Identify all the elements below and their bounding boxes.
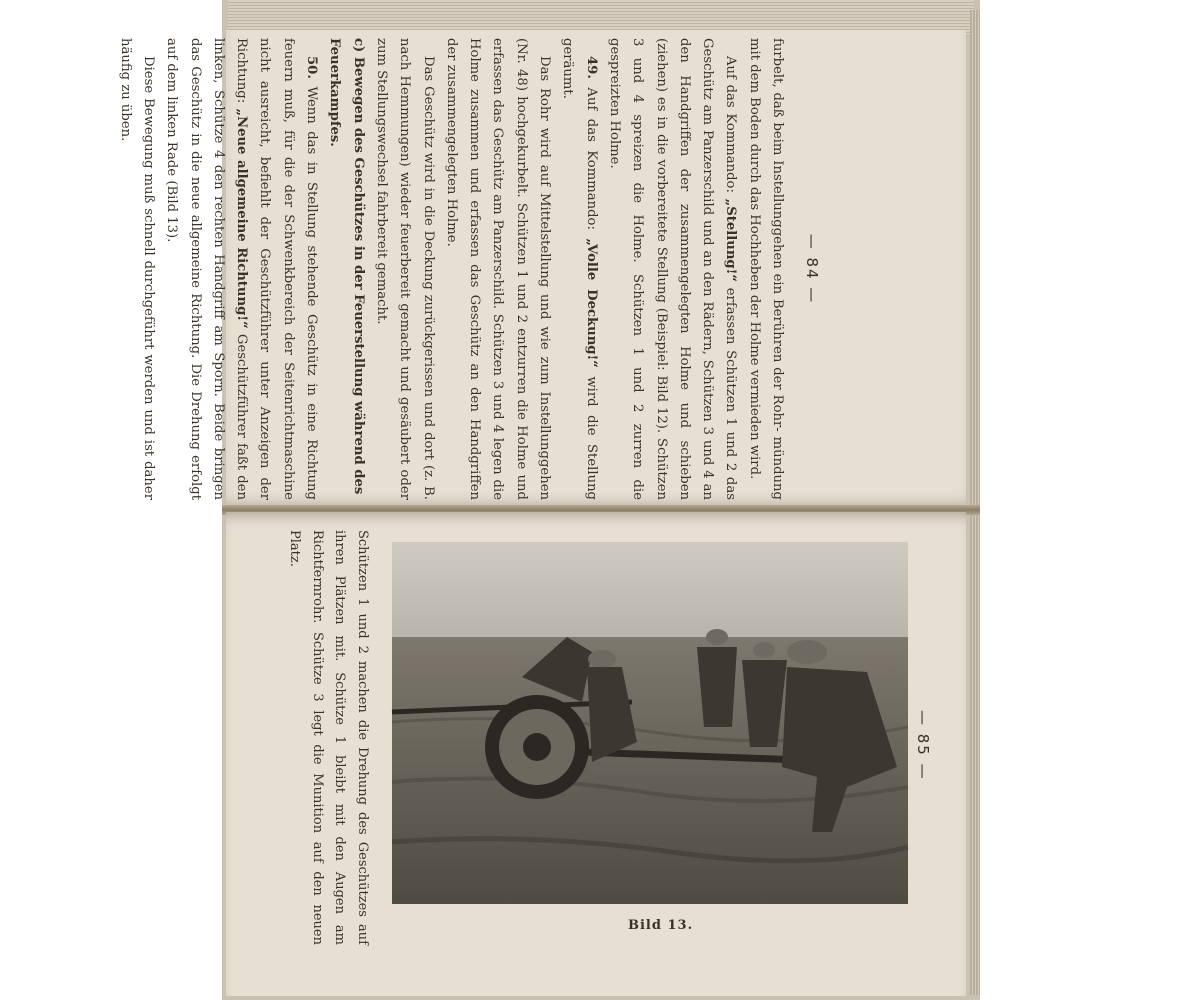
page-number-85: — 85 — [914, 710, 932, 781]
paragraph-49-rest: wird die Stellung geräumt. [560, 38, 599, 501]
intro-line-3: vermieden wird. [746, 369, 762, 480]
paragraph-49-intro: Auf das Kommando: [583, 87, 599, 230]
paragraph-50-rest: Geschützführer faßt den linken, Schütze 4 den rechten Handgriff am Sporn. Beide bringen das Geschütz in die neue allgemeine Richtung. Die Drehung erfolgt auf dem linken Rade (Bild 13). [164, 38, 250, 500]
page-85-text-block [278, 530, 378, 950]
stellung-command: „Stellung!“ [723, 198, 739, 283]
page-number-84: — 84 — [803, 233, 821, 305]
stellung-intro: Auf das Kommando: [723, 56, 739, 193]
page-85-paragraph: Schützen 1 und 2 machen die Drehung des Geschützes auf ihren Plätzen mit. Schütze 1 bleibt mit den Augen am Richtfernrohr. Schütze 3 legt die Munition auf den neuen Platz. [287, 530, 370, 945]
page-84-text [117, 38, 821, 501]
photo-illustration [392, 542, 908, 904]
paragraph-50-text: Wenn das in Stellung stehende Geschütz in eine Richtung feuern muß, für die der Schwenkbereich der Seitenrichtmaschine nicht ausreicht, befiehlt der Geschützführer unter Anzeigen der Richtung: [234, 38, 320, 500]
paragraph-50-b: Diese Bewegung muß schnell durchgeführt werden und ist daher häufig zu üben. [117, 38, 156, 500]
paragraph-50-command: „Neue allgemeine Richtung!“ [234, 108, 250, 329]
paragraph-49-number: 49. [583, 56, 599, 79]
intro-line-1: furbelt, daß beim Instellunggehen ein Berühren der Rohr- [770, 38, 785, 432]
book-page-edges-right [970, 10, 980, 995]
figure-caption: Bild 13. [628, 918, 694, 933]
section-heading-c: c) Bewegen des Geschützes in der Feuerstellung während des Feuerkampfes. [327, 38, 366, 495]
sky [392, 542, 908, 642]
book-page-edges-top [228, 0, 974, 34]
paragraph-intro [742, 38, 789, 500]
paragraph-50 [160, 38, 323, 500]
stellung-body: erfassen Schützen 1 und 2 das Geschütz am Panzerschild und an den Rädern, Schützen 3 und 4 an den Handgriffen der zusammengelegten Holme und schieben (ziehen) es in die vorbereitete Stellung (Beispiel: Bild 12). Schützen 3 und 4 spreizen die Holme. Schützen 1 und 2 zurren die gespreizten Holme. [606, 38, 739, 500]
paragraph-49-b: Das Rohr wird auf Mittelstellung und wie zum Instellunggehen (Nr. 48) hochgekurbelt. Schützen 1 und 2 entzurren die Holme und erfassen das Geschütz am Panzerschild. Schützen 3 und 4 legen die Holme zusammen und erfassen das Geschütz an den Handgriffen der zusammengelegten Holme. [443, 38, 553, 500]
intro-line-2: mündung mit dem Boden durch das Hochheben der Holme [746, 38, 785, 500]
page-84 [117, 30, 966, 508]
paragraph-49-c: Das Geschütz wird in die Deckung zurückgerissen und dort (z. B. nach Hemmungen) wieder feuerbereit gemacht und gesäubert oder zum Stellungswechsel fahrbereit gemacht. [373, 38, 436, 500]
paragraph-50-number: 50. [304, 56, 320, 79]
page-85-text-rotated [273, 530, 373, 945]
paragraph-49-command: „Volle Deckung!“ [583, 238, 599, 368]
paragraph-stellung [603, 38, 743, 500]
paragraph-49 [556, 38, 603, 500]
photograph-bild-13 [392, 542, 908, 904]
